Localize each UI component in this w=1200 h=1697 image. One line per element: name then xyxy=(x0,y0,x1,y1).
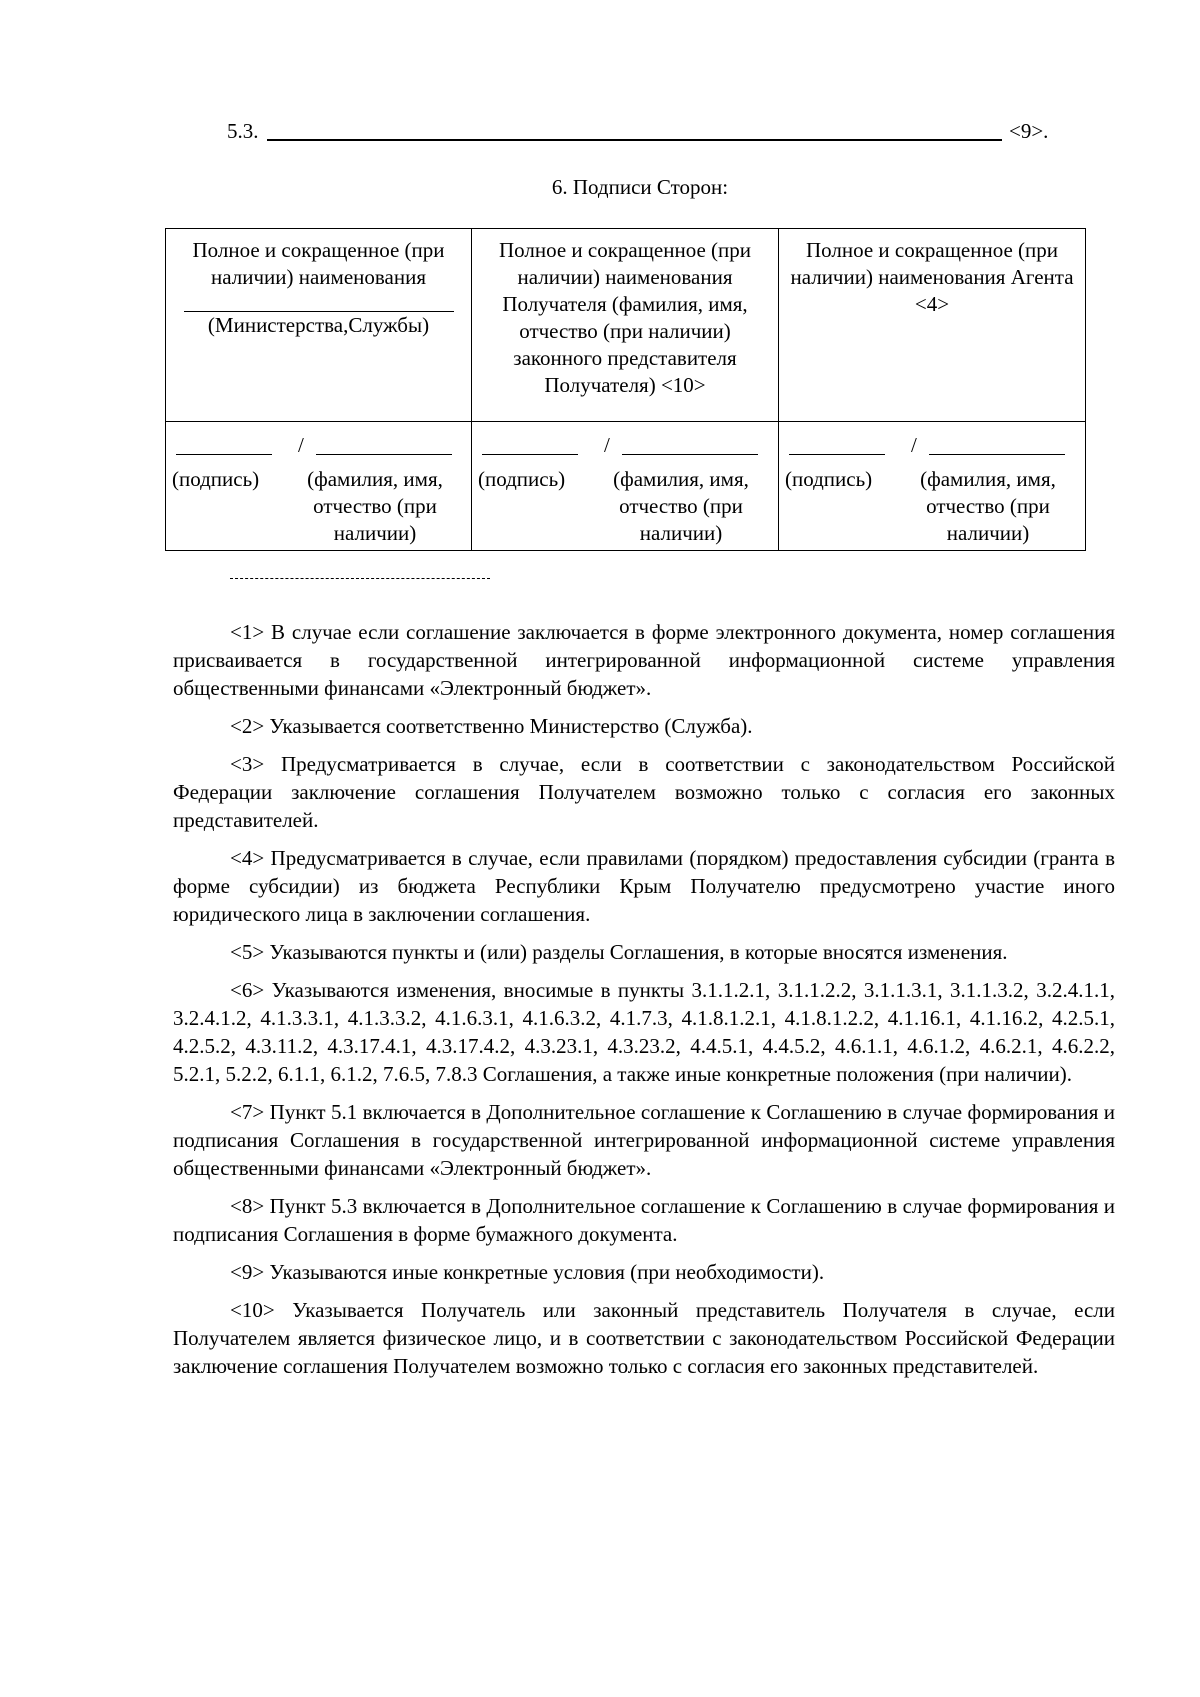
footnote-8: <8> Пункт 5.3 включается в Дополнительное соглашение к Соглашению в случае формирования и подписания Соглашения в форме бумажного документа. xyxy=(173,1194,1115,1246)
footnote-5: <5> Указываются пункты и (или) разделы Соглашения, в которые вносятся изменения. xyxy=(230,940,1008,964)
signature-slash: / xyxy=(911,433,917,457)
signatures-sign-row xyxy=(166,422,1086,551)
footnote-6: <6> Указываются изменения, вносимые в пункты 3.1.1.2.1, 3.1.1.2.2, 3.1.1.3.1, 3.1.1.3.2, 3.2.4.1.1, 3.2.4.1.2, 4.1.3.3.1, 4.1.3.3.2, 4.1.6.3.1, 4.1.6.3.2, 4.1.7.3, 4.1.8.1.2.1, 4.1.8.1.2.2, 4.1.16.1, 4.1.16.2, 4.2.5.1, 4.2.5.2, 4.3.11.2, 4.3.17.4.1, 4.3.17.4.2, 4.3.23.1, 4.3.23.2, 4.4.5.1, 4.4.5.2, 4.6.1.1, 4.6.1.2, 4.6.2.1, 4.6.2.2, 5.2.1, 5.2.2, 6.1.1, 6.1.2, 7.6.5, 7.8.3 Соглашения, а также иные конкретные положения (при наличии). xyxy=(173,978,1115,1086)
footnote-10: <10> Указывается Получатель или законный представитель Получателя в случае, если Получателем является физическое лицо, и в соответствии с законодательством Российской Федерации заключение соглашения Получателем возможно только с согласия его законных представителей. xyxy=(173,1298,1115,1378)
signature-caption: (подпись) xyxy=(785,467,873,491)
sign-cell-agent xyxy=(779,422,1086,551)
clause-number: 5.3. xyxy=(227,119,259,143)
signature-slash: / xyxy=(298,433,304,457)
party-ministry-fill-line xyxy=(184,297,454,312)
party-agent-name: Полное и сокращенное (при наличии) наименования Агента <4> xyxy=(790,238,1074,316)
footnote-9: <9> Указываются иные конкретные условия (при необходимости). xyxy=(230,1260,825,1284)
fio-caption: (фамилия, имя, отчество (при наличии) xyxy=(613,467,749,545)
clause-fill-line xyxy=(267,139,1002,141)
signatures-table xyxy=(165,228,1086,551)
party-ministry-name: Полное и сокращенное (при наличии) наименования xyxy=(192,238,445,289)
footnote-7: <7> Пункт 5.1 включается в Дополнительное соглашение к Соглашению в случае формирования и подписания Соглашения в государственной интегрированной информационной системе управления общественными финансами «Электронный бюджет». xyxy=(173,1100,1115,1180)
signature-slash: / xyxy=(604,433,610,457)
fio-line xyxy=(316,454,452,455)
footnote-4: <4> Предусматривается в случае, если правилами (порядком) предоставления субсидии (гранта в форме субсидии) из бюджета Республики Крым Получателю предусмотрено участие иного юридического лица в заключении соглашения. xyxy=(173,846,1115,926)
party-ministry-subtitle: (Министерства,Службы) xyxy=(207,313,430,337)
party-agent-cell xyxy=(779,229,1086,422)
fio-caption: (фамилия, имя, отчество (при наличии) xyxy=(307,467,443,545)
signatures-names-row xyxy=(166,229,1086,422)
signatures-heading: 6. Подписи Сторон: xyxy=(551,175,729,199)
sign-cell-ministry xyxy=(166,422,472,551)
party-ministry-cell xyxy=(166,229,472,422)
footnote-2: <2> Указывается соответственно Министерство (Служба). xyxy=(230,714,753,738)
party-recipient-name: Полное и сокращенное (при наличии) наименования Получателя (фамилия, имя, отчество (при наличии) законного представителя Получателя) <10> xyxy=(498,238,752,397)
signature-caption: (подпись) xyxy=(478,467,566,491)
footnote-3: <3> Предусматривается в случае, если в соответствии с законодательством Российской Федерации заключение соглашения Получателем возможно только с согласия его законных представителей. xyxy=(173,752,1115,832)
fio-line xyxy=(929,454,1065,455)
footnote-1: <1> В случае если соглашение заключается в форме электронного документа, номер соглашения присваивается в государственной интегрированной информационной системе управления общественными финансами «Электронный бюджет». xyxy=(173,620,1115,700)
signature-line xyxy=(176,454,272,455)
party-recipient-cell xyxy=(472,229,779,422)
clause-5-3 xyxy=(227,117,1057,147)
footnote-separator xyxy=(230,578,490,579)
fio-caption: (фамилия, имя, отчество (при наличии) xyxy=(920,467,1056,545)
footnotes xyxy=(173,618,1115,1390)
fio-line xyxy=(622,454,758,455)
clause-footnote-ref: <9>. xyxy=(1009,119,1049,143)
signature-line xyxy=(482,454,578,455)
sign-cell-recipient xyxy=(472,422,779,551)
signature-line xyxy=(789,454,885,455)
signature-caption: (подпись) xyxy=(172,467,260,491)
